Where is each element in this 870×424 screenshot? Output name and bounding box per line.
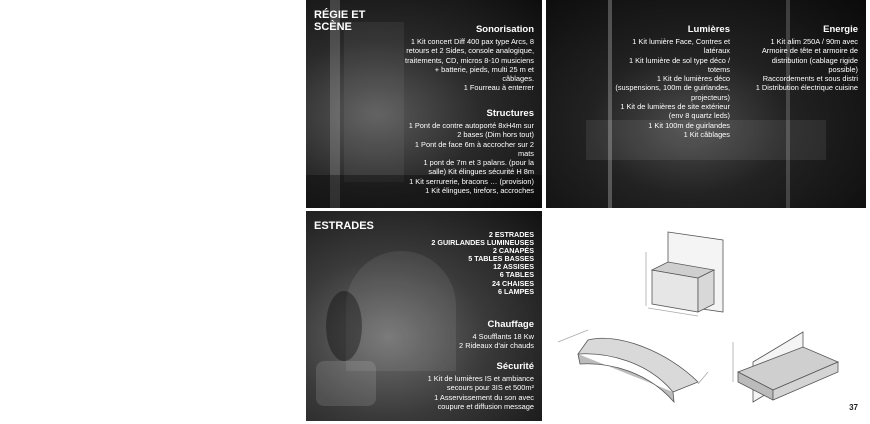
sonorisation-title: Sonorisation [475, 24, 534, 35]
light-pole [608, 0, 612, 208]
chauffage-section: Chauffage 4 Soufflants 18 Kw 2 Rideaux d'air chauds [459, 319, 534, 351]
structures-title: Structures [486, 108, 534, 119]
regie-title: RÉGIE ET SCÈNE [314, 9, 366, 33]
platform-drawing [733, 332, 838, 402]
estrades-items: 2 ESTRADES 2 GUIRLANDES LUMINEUSES 2 CANAPÉS 5 TABLES BASSES 12 ASSISES 6 TABLES 24 CHAISES 6 LAMPES [431, 230, 534, 296]
structures-section: Structures 1 Pont de contre autoporté 8xH4m sur 2 bases (Dim hors tout) 1 Pont de face 6m à accrocher sur 2 mats 1 pont de 7m et 3 palans. (pour la salle) Kit élingues sécurité H 8m 1 Kit serrurerie, bracons … (provision) 1 Kit élingues, tirefors, accroches [408, 108, 534, 196]
estrades-panel [306, 211, 542, 421]
lumieres-section: Lumières 1 Kit lumière Face, Contres et latéraux 1 Kit lumière de sol type déco / totems 1 Kit de lumières déco (suspensions, 100m de guirlandes, projecteurs) 1 Kit de lumières de site extérieur (env 8 quartz leds) 1 Kit 100m de guirlandes 1 Kit câblages [615, 24, 730, 139]
plant [326, 291, 362, 361]
regie-scene-panel [306, 0, 542, 208]
sonorisation-section: Sonorisation 1 Kit concert Diff 400 pax type Arcs, 8 retours et 2 Sides, console analogique, traitements, CD, micros 8-10 musiciens + batterie, pieds, multi 25 m et câblages. 1 Fourreau à enterrer [405, 24, 534, 93]
estrades-title: ESTRADES [314, 220, 374, 232]
page-number: 37 [849, 403, 858, 412]
energie-section: Energie 1 Kit alim 250A / 90m avec Armoire de tête et armoire de distribution (cablage rigide possible) Raccordements et sous distri 1 Distribution électrique cuisine [755, 24, 858, 93]
lumieres-title: Lumières [687, 24, 730, 35]
energie-title: Energie [823, 24, 858, 35]
curved-stage-drawing [558, 330, 708, 402]
chauffage-title: Chauffage [487, 319, 534, 330]
booth-drawing [646, 232, 723, 316]
armchair [316, 361, 376, 406]
technical-drawings [548, 212, 866, 412]
lumieres-energie-panel [546, 0, 866, 208]
stage-backdrop [344, 22, 404, 182]
securite-section: Sécurité 1 Kit de lumières IS et ambiance secours pour 3IS et 500m² 1 Asservissement du son avec coupure et diffusion message [427, 361, 534, 411]
securite-title: Sécurité [496, 361, 534, 372]
